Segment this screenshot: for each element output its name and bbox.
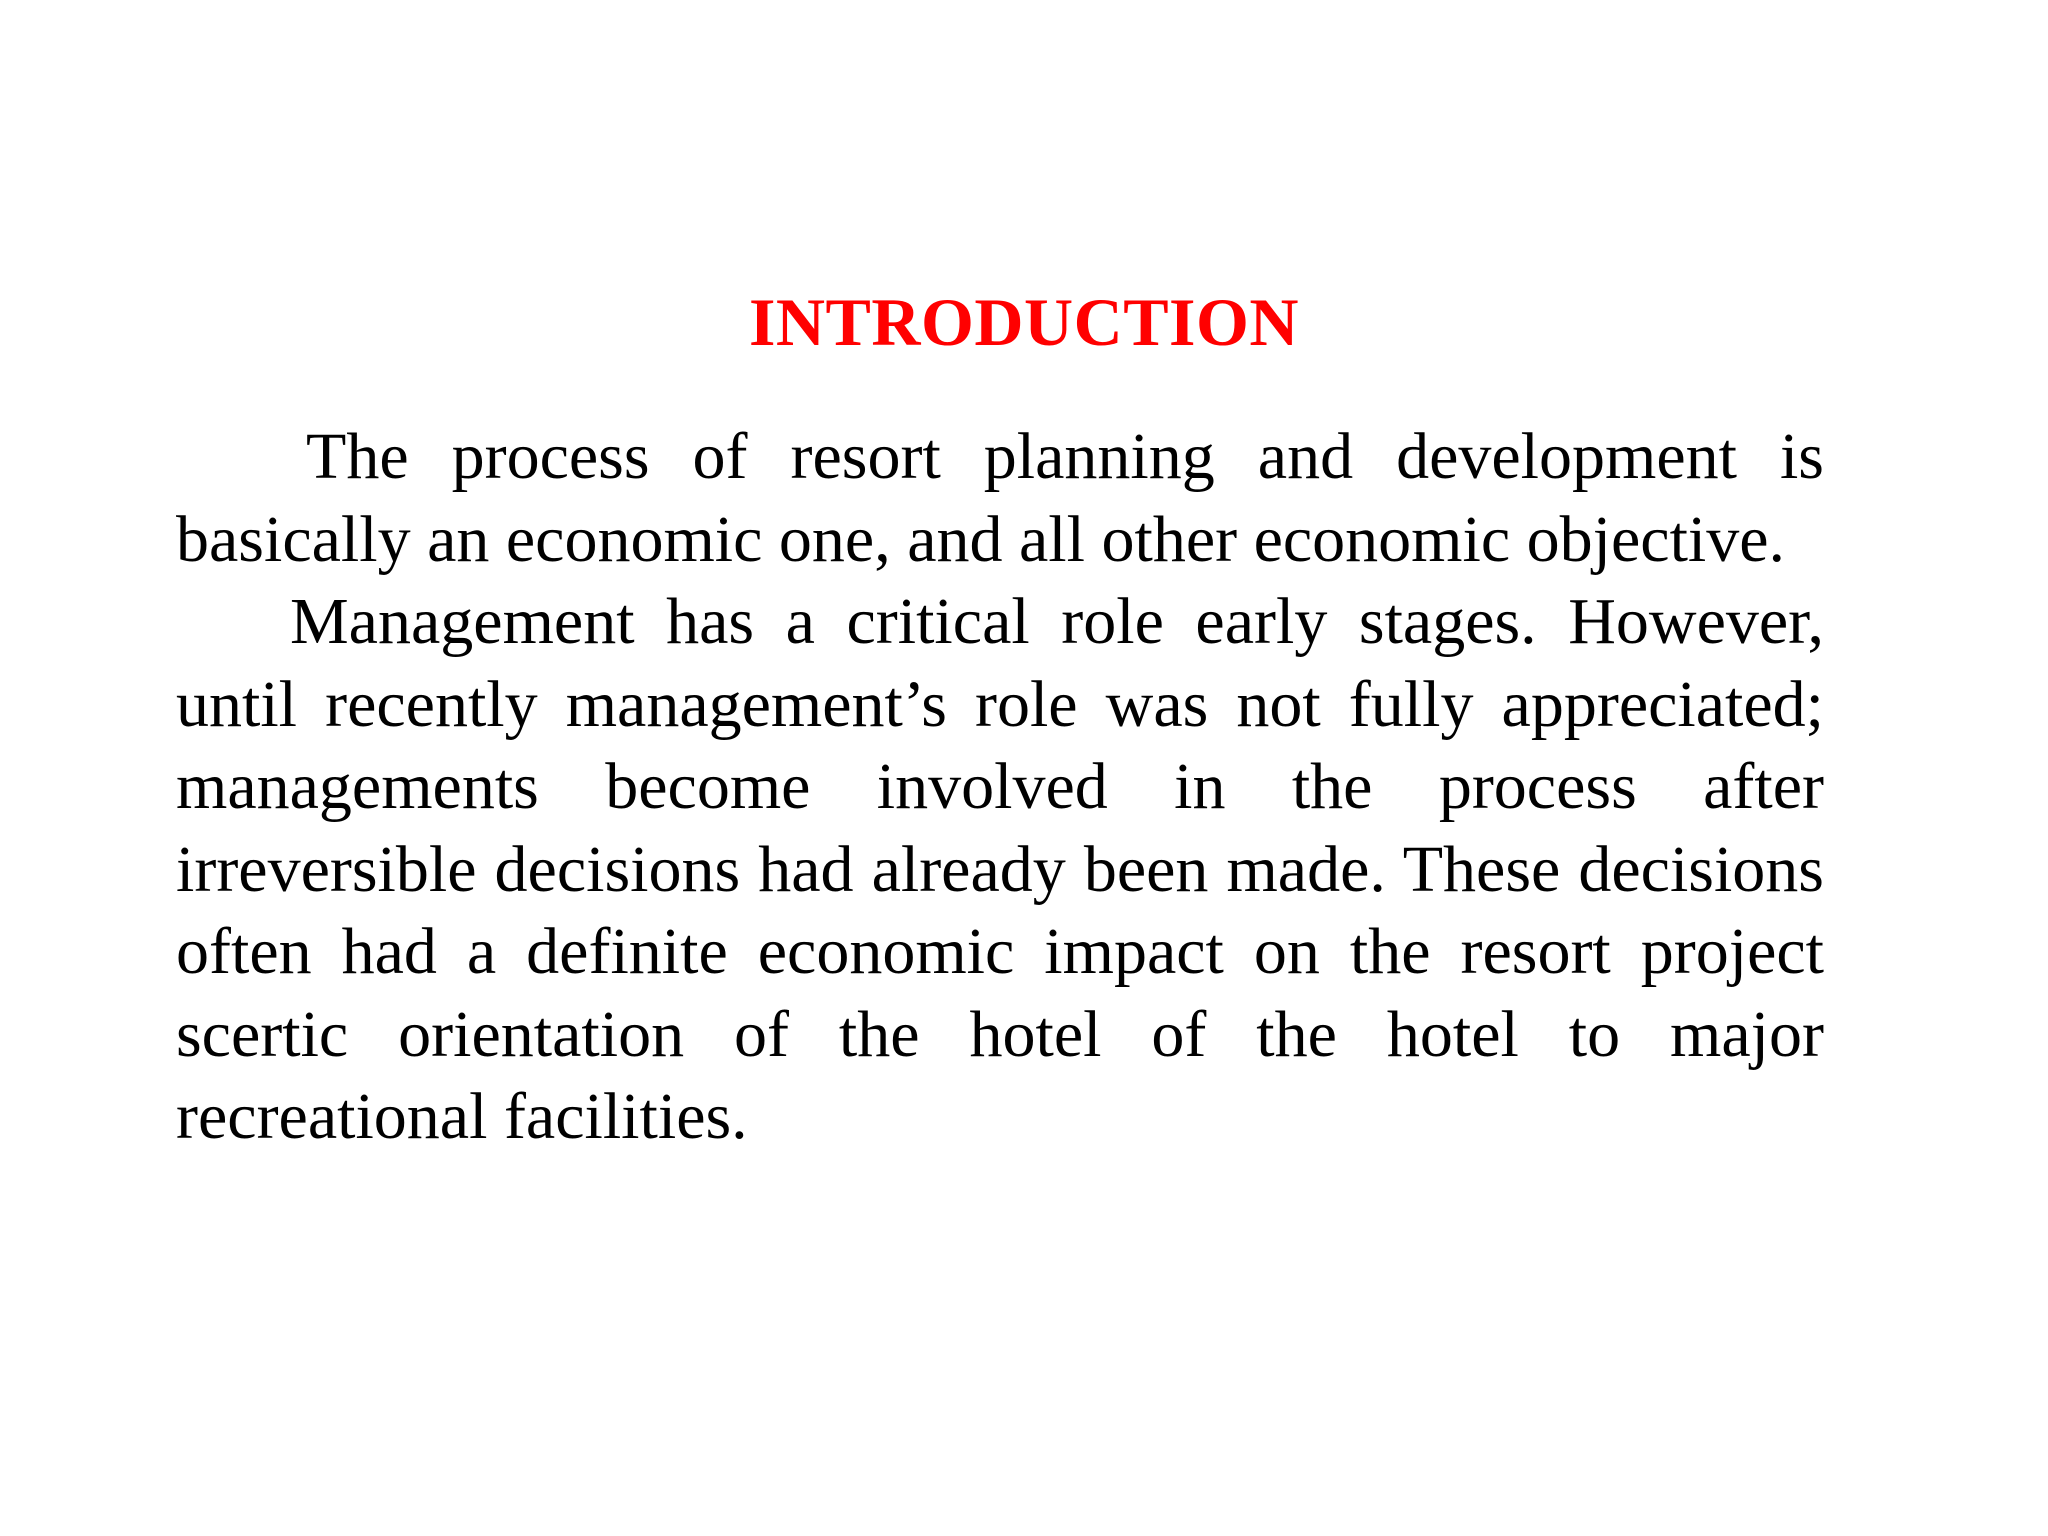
slide-title: INTRODUCTION [748, 284, 1300, 360]
paragraph-2: Management has a critical role early stages. However, until recently management’s role was not fully appreciated; managements become involved in the process after irreversible decisions had already been made. These decisions often had a definite economic impact on the resort project scertic orientation of the hotel of the hotel to major recreational facilities. [176, 585, 1824, 1153]
paragraph-1: The process of resort planning and development is basically an economic one, and all other economic objective. [176, 420, 1824, 576]
slide-body [176, 416, 1824, 1159]
